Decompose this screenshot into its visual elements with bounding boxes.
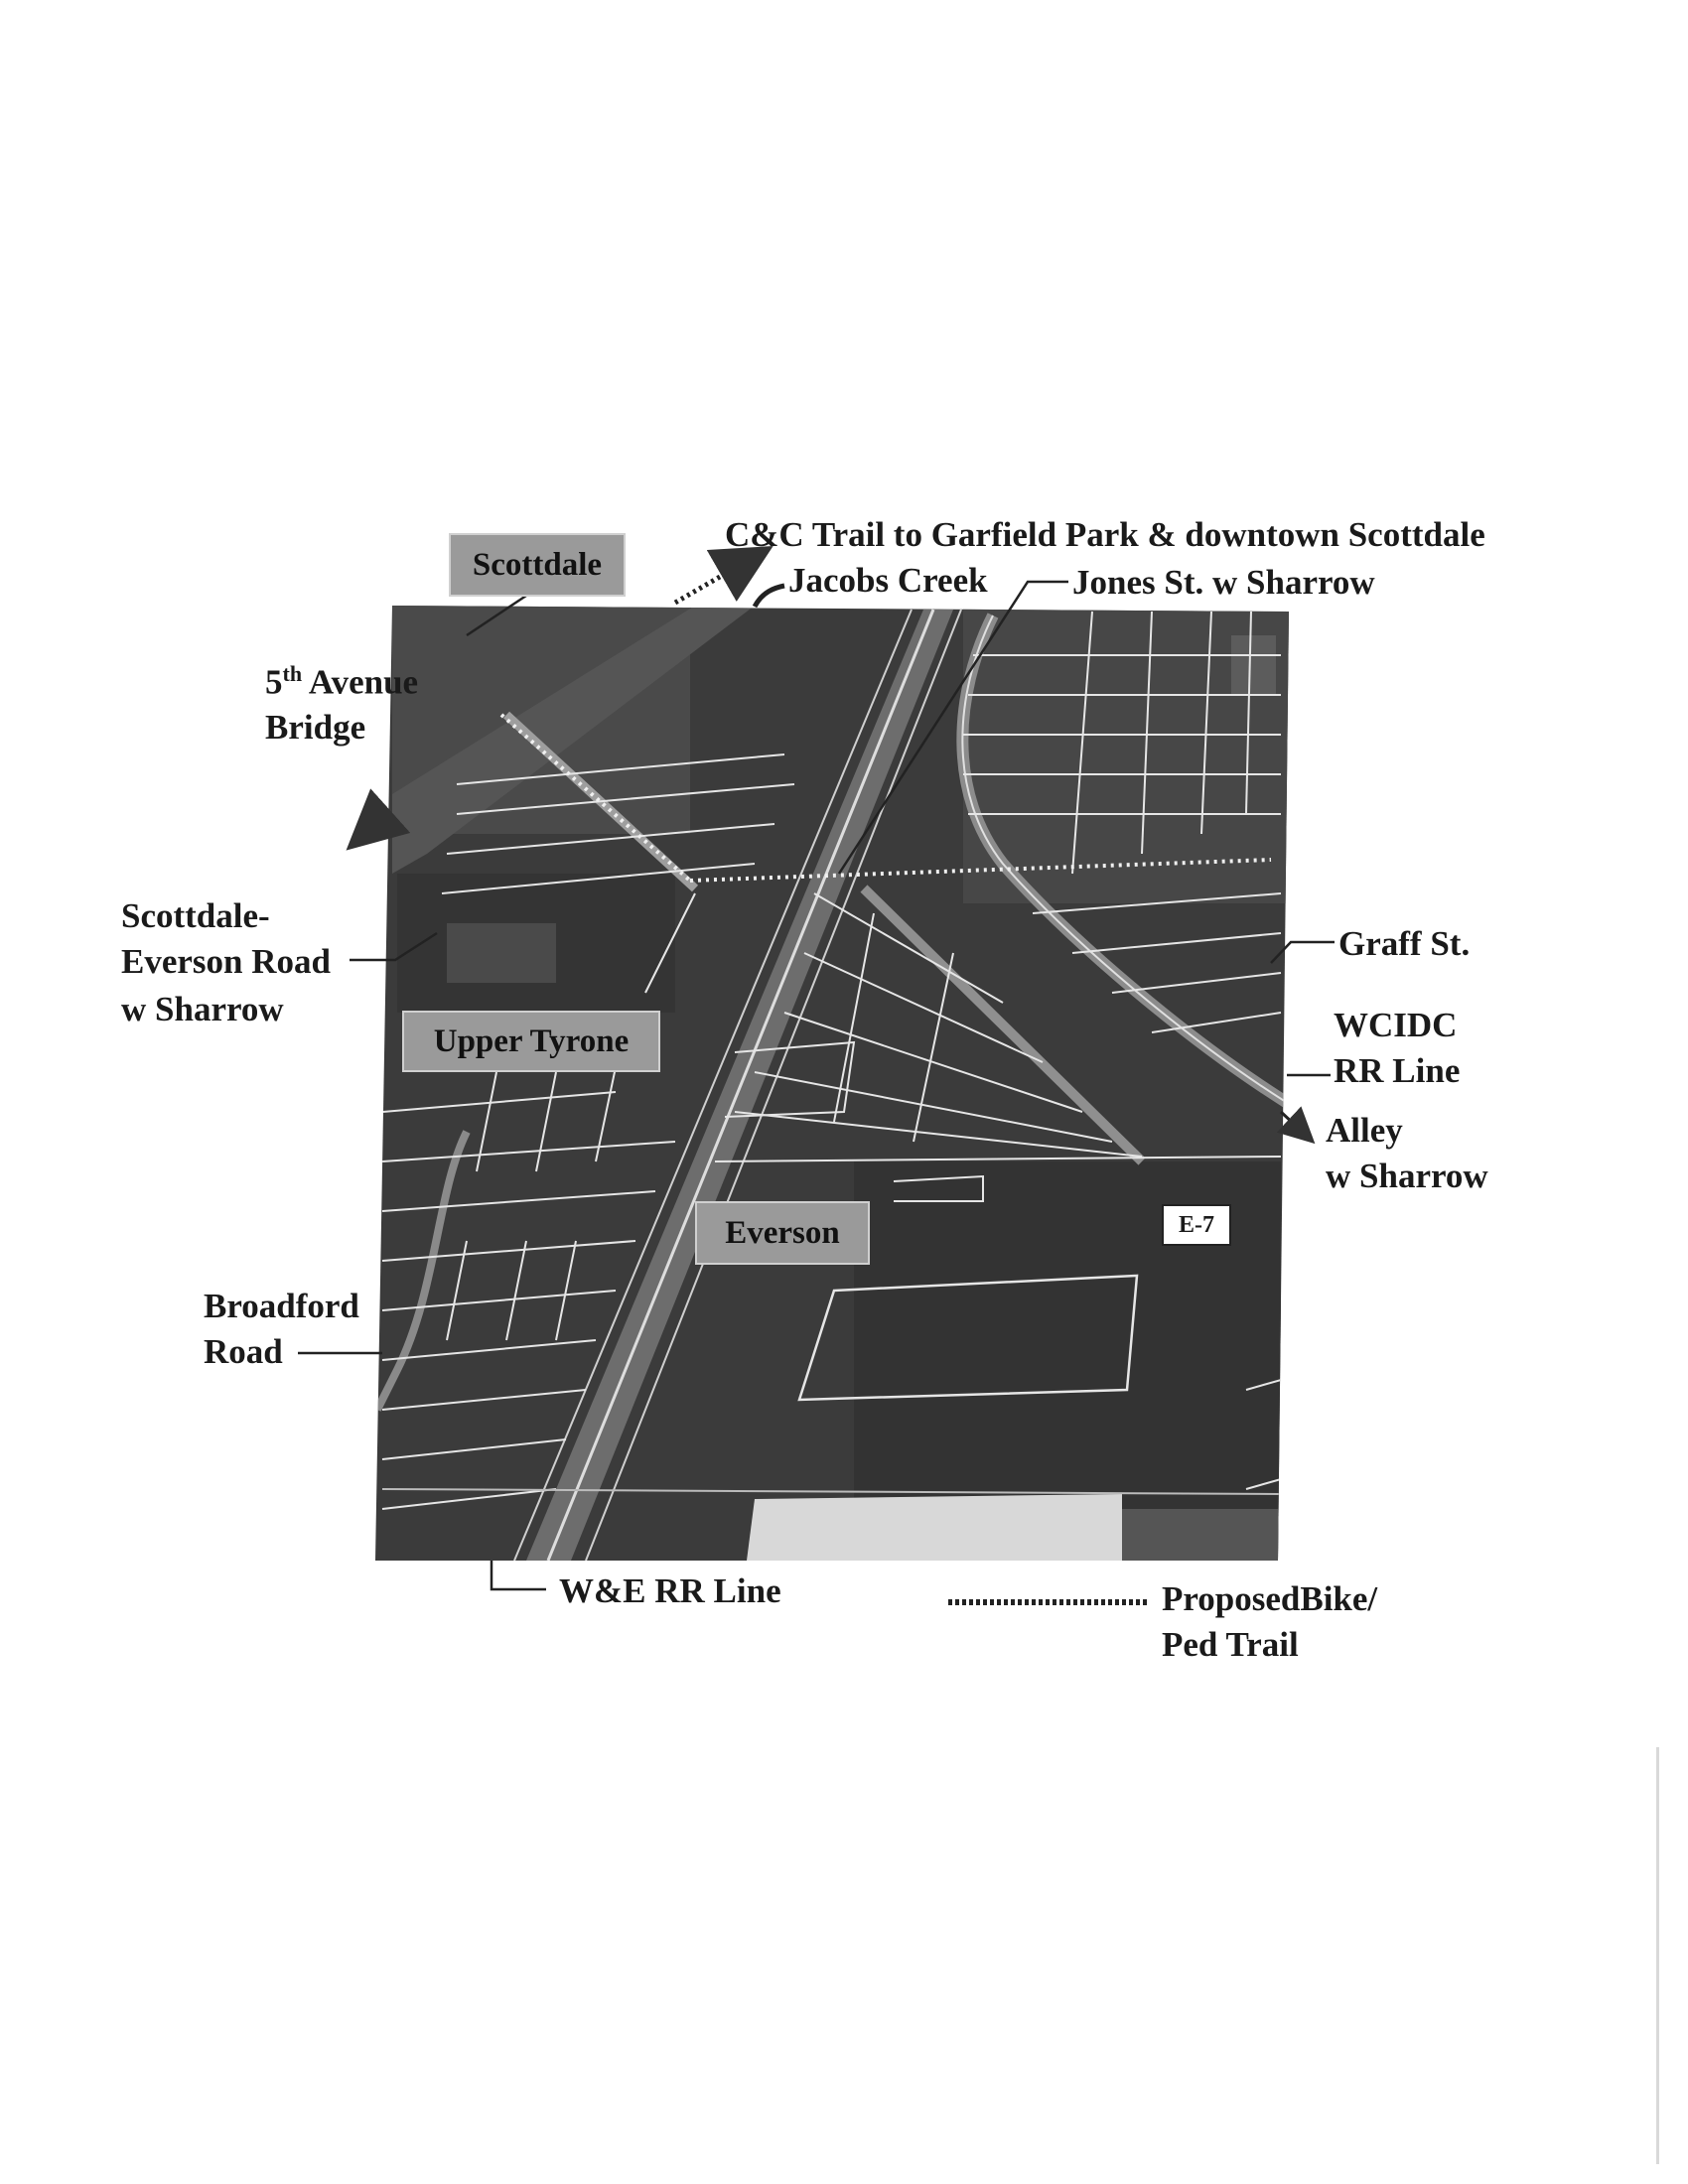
label-5th-avenue — [265, 661, 418, 704]
label-5th-avenue-number: 5 — [265, 662, 283, 702]
label-5th-avenue-bridge: Bridge — [265, 708, 366, 747]
place-label-scottdale: Scottdale — [449, 533, 626, 597]
label-graff-st: Graff St. — [1338, 924, 1471, 963]
label-scottdale-everson-2: Everson Road — [121, 942, 331, 981]
label-5th-avenue-word: Avenue — [308, 662, 419, 702]
map-id-badge: E-7 — [1162, 1204, 1231, 1246]
label-cc-trail: C&C Trail to Garfield Park & downtown Scottdale — [725, 515, 1485, 554]
label-alley: Alley — [1326, 1111, 1403, 1150]
place-label-everson: Everson — [695, 1201, 870, 1265]
legend-label-line1: ProposedBike/ — [1162, 1579, 1378, 1618]
label-scottdale-everson-1: Scottdale- — [121, 896, 270, 935]
aerial-photo — [367, 596, 1301, 1569]
label-5th-avenue-suffix: th — [282, 661, 303, 686]
label-we-rr-line: W&E RR Line — [559, 1571, 781, 1610]
place-label-upper-tyrone: Upper Tyrone — [402, 1011, 660, 1072]
label-scottdale-everson-3: w Sharrow — [121, 990, 284, 1028]
label-jones-st: Jones St. w Sharrow — [1072, 563, 1375, 602]
label-jacobs-creek: Jacobs Creek — [788, 561, 988, 600]
label-broadford-road: Road — [204, 1332, 283, 1371]
label-wcidc-rr-line: RR Line — [1334, 1051, 1461, 1090]
label-broadford: Broadford — [204, 1287, 359, 1325]
label-alley-sharrow: w Sharrow — [1326, 1157, 1488, 1195]
label-wcidc: WCIDC — [1334, 1006, 1458, 1044]
legend-label-line2: Ped Trail — [1162, 1625, 1299, 1664]
